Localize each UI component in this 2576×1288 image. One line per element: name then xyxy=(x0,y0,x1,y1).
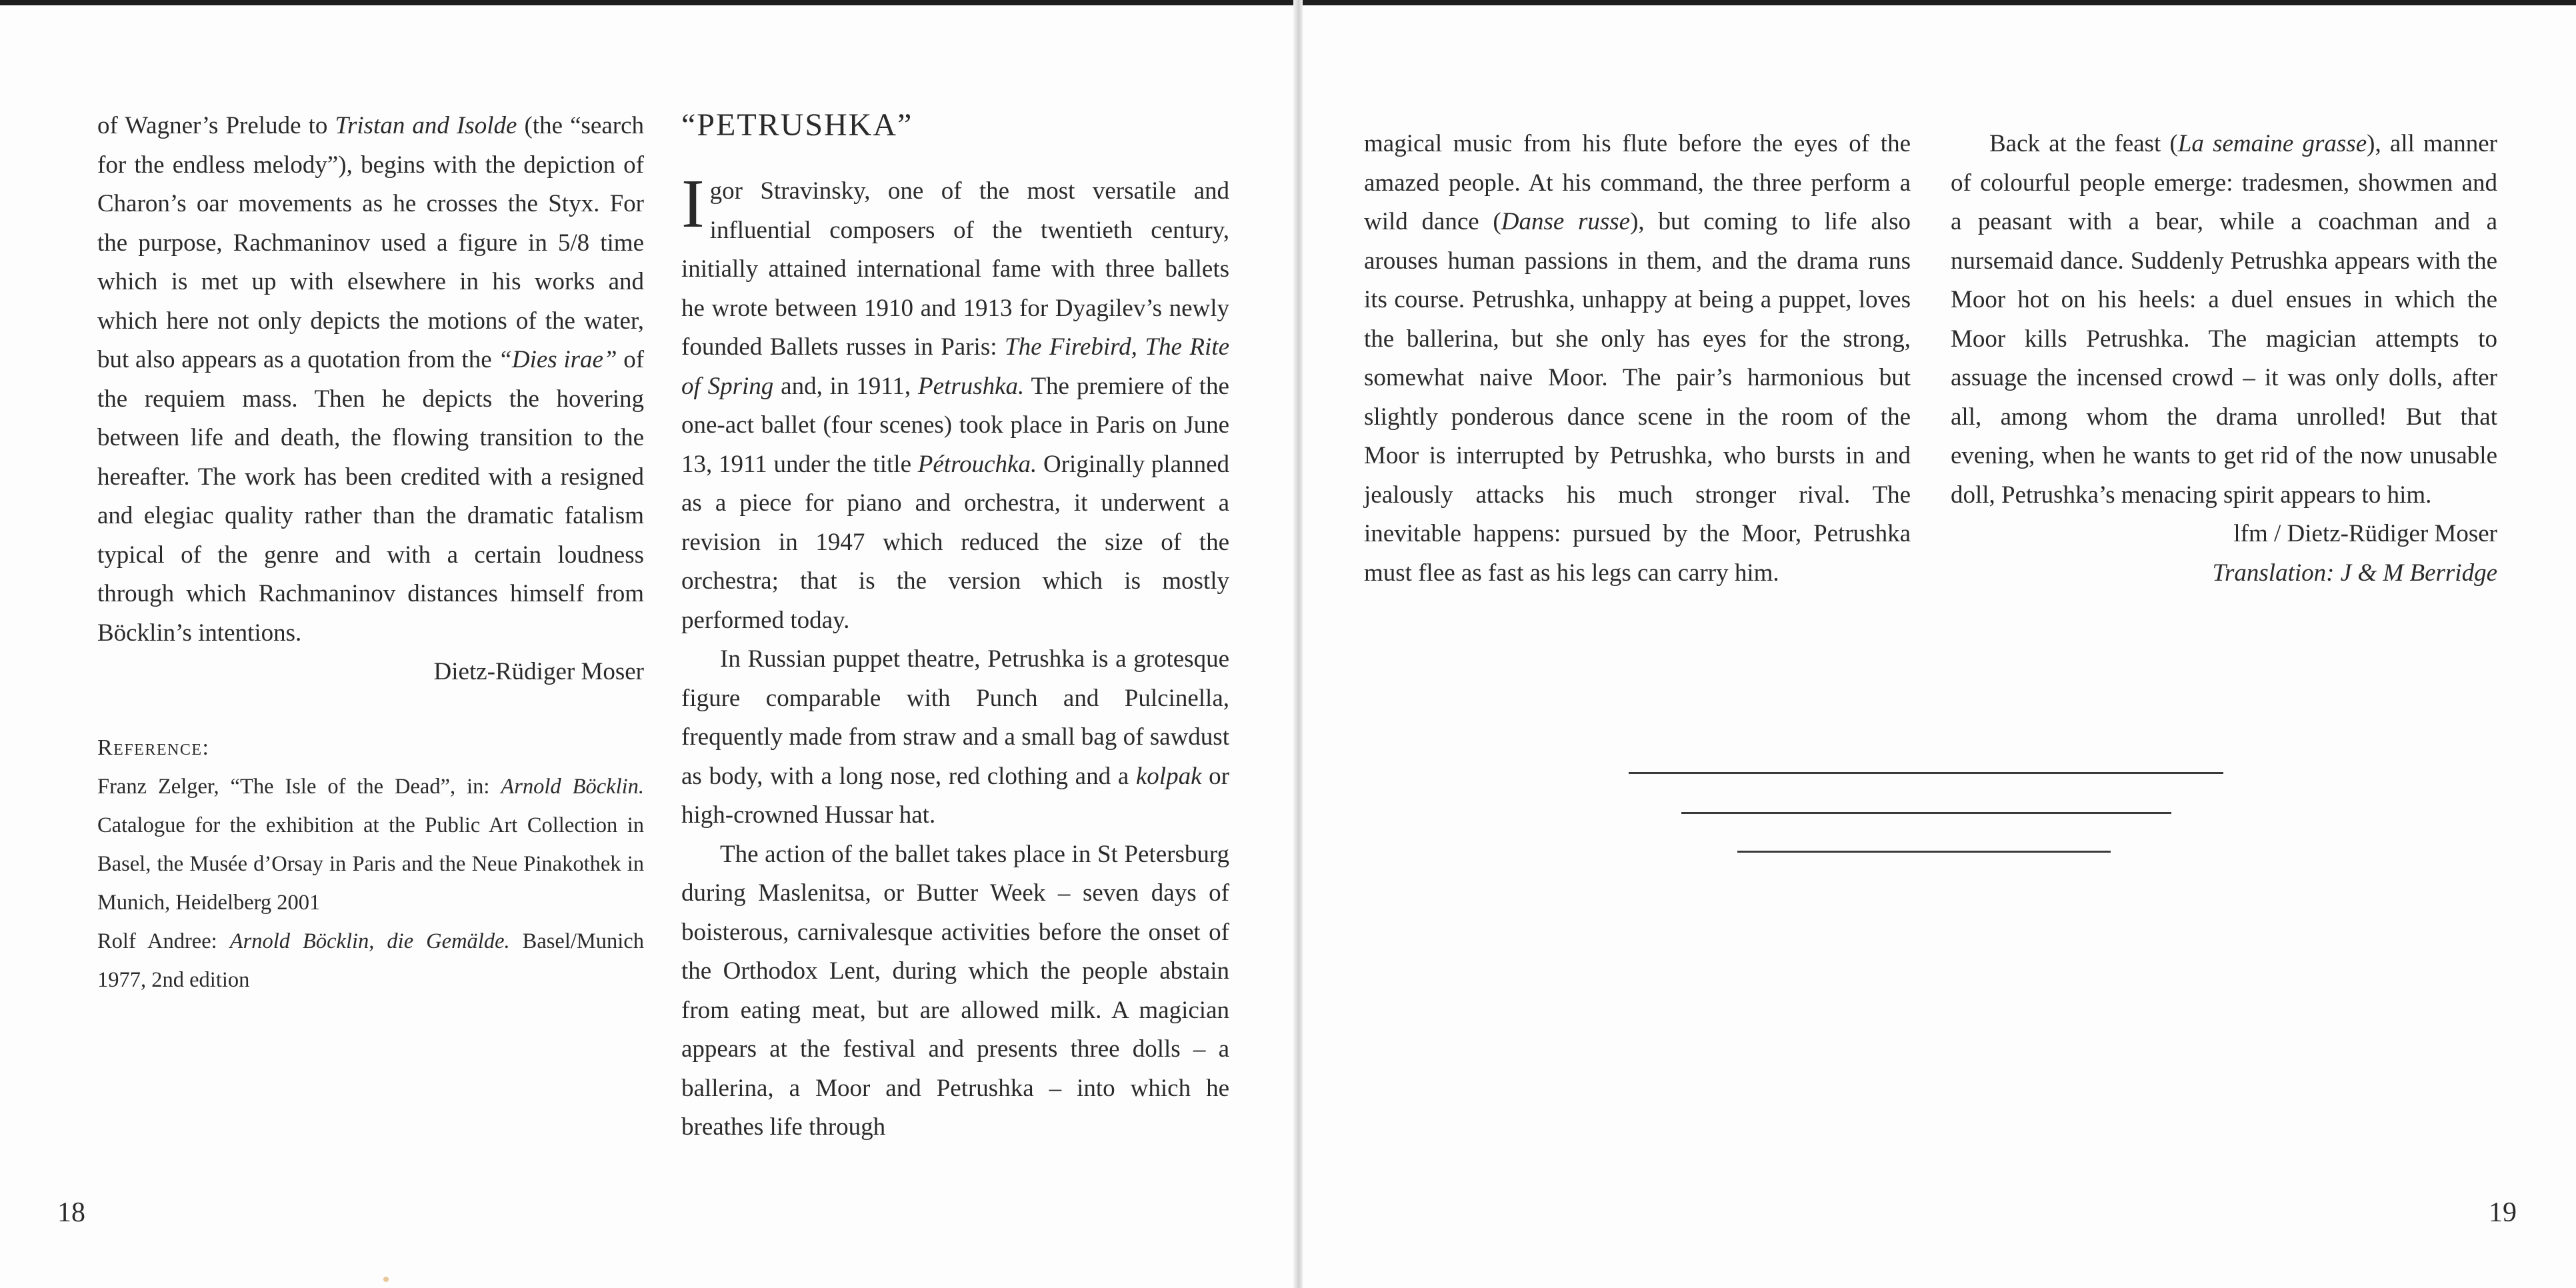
text-run: The action of the ballet takes place in St Petersburg during Maslenitsa, or Butter Week – seven days of boisterous, carnivalesque activities before the onset of the Orthodox Lent, during which the people abstain from eating meat, but are allowed milk. A magician appears at the festival and presents three dolls – a ballerina, a Moor and Petrushka – into which he breathes life through xyxy=(681,840,1229,1141)
reference-label: Reference: xyxy=(97,735,210,760)
paragraph-ballet-action xyxy=(681,835,1229,1147)
column-feast xyxy=(1951,125,2497,593)
italic-text: “Dies irae” xyxy=(498,346,617,373)
column-ballet-continued xyxy=(1364,125,1911,593)
drop-cap: I xyxy=(681,165,705,242)
italic-text: Pétrouchka. xyxy=(917,450,1037,478)
text-run: ), all manner of colourful people emerge: tradesmen, showmen and a peasant with a bear, while a coachman and a nursemaid dance. Suddenly Petrushka appears with the Moor hot on his heels: a duel ensues in which the Moor kills Petrushka. The magician attempts to assuage the incensed crowd – it was only dolls, after all, among whom the drama unrolled! But that evening, when he wants to get rid of the now unusable doll, Petrushka’s menacing spirit appears to him. xyxy=(1951,130,2498,509)
text-run: Basel/Munich 1977, 2nd edition xyxy=(97,929,644,992)
paragraph-stravinsky xyxy=(681,165,1229,640)
credit-translation: Translation: J & M Berridge xyxy=(2212,559,2497,587)
italic-text: Petrushka. xyxy=(918,372,1025,400)
column-petrushka-intro xyxy=(681,105,1229,1147)
text-run: of the requiem mass. Then he depicts the hovering between life and death, the flowing transition to the hereafter. The work has been credited with a resigned and elegiac quality rather than the dramatic fatalism typical of the genre and with a certain loudness through which Rachmaninov distances himself from Böcklin’s intentions. xyxy=(97,346,645,647)
credits-block xyxy=(1951,515,2497,593)
paper-speck xyxy=(383,1277,389,1282)
text-run: Rolf Andree: xyxy=(97,929,230,953)
italic-text: kolpak xyxy=(1135,762,1202,790)
paragraph-magic-music xyxy=(1364,125,1911,593)
column-rachmaninov-text xyxy=(97,107,644,999)
text-run: Originally planned as a piece for piano and orchestra, it underwent a revision in 1947 which reduced the size of the orchestra; that is the version which is mostly performed today. xyxy=(681,450,1229,634)
reference-entry-zelger xyxy=(97,767,644,922)
italic-text: La semaine grasse xyxy=(2177,130,2367,157)
italic-text: The Firebird, The Rite of Spring xyxy=(681,333,1229,400)
book-gutter xyxy=(1293,0,1303,1288)
text-run: or high-crowned Hussar hat. xyxy=(681,762,1230,829)
text-run: of Wagner’s Prelude to xyxy=(97,112,335,139)
text-run: The premiere of the one-act ballet (four scenes) took place in Paris on June 13, 1911 under the title xyxy=(681,372,1229,478)
text-run: Catalogue for the exhibition at the Public Art Collection in Basel, the Musée d’Orsay in Paris and the Neue Pinakothek in Munich, Heidelberg 2001 xyxy=(97,813,644,915)
credit-authors: lfm / Dietz-Rüdiger Moser xyxy=(2233,520,2497,547)
spread-top-edge xyxy=(0,0,2576,5)
paragraph-stravinsky-text xyxy=(681,165,1229,634)
text-run: In Russian puppet theatre, Petrushka is a grotesque figure comparable with Punch and Pulcinella, frequently made from straw and a small bag of sawdust as body, with a long nose, red clothing and a xyxy=(681,645,1229,790)
text-run: magical music from his flute before the eyes of the amazed people. At his command, the three perform a wild dance ( xyxy=(1364,130,1911,235)
italic-text: Danse russe xyxy=(1501,208,1631,235)
decorative-rule-2 xyxy=(1681,812,2171,814)
text-run: and, in 1911, xyxy=(773,372,918,400)
text-run: Franz Zelger, “The Isle of the Dead”, in: xyxy=(97,774,501,799)
italic-text: Arnold Böcklin, die Gemälde. xyxy=(229,929,510,953)
reference-block xyxy=(97,729,644,999)
paragraph-puppet-theatre xyxy=(681,640,1229,835)
page-number-right: 19 xyxy=(2489,1197,2517,1228)
italic-text: Tristan and Isolde xyxy=(335,112,517,139)
author-signature: Dietz-Rüdiger Moser xyxy=(433,658,644,685)
paragraph-feast xyxy=(1951,125,2497,515)
text-run: Back at the feast ( xyxy=(1989,130,2178,157)
section-heading-petrushka: “PETRUSHKA” xyxy=(681,107,913,143)
italic-text: Arnold Böcklin. xyxy=(501,774,644,799)
paragraph-isle-of-the-dead xyxy=(97,107,644,653)
text-run: gor Stravinsky, one of the most versatile and influential composers of the twentieth century, initially attained international fame with three ballets he wrote between 1910 and 1913 for Dyagilev’s newly founded Ballets russes in Paris: xyxy=(681,177,1229,361)
reference-entry-andree xyxy=(97,922,644,999)
page-number-left: 18 xyxy=(57,1197,85,1228)
decorative-rule-1 xyxy=(1629,772,2223,774)
text-run: (the “search for the endless melody”), begins with the depiction of Charon’s oar movements as he crosses the Styx. For the purpose, Rachmaninov used a figure in 5/8 time which is met up with elsewhere in his works and which here not only depicts the motions of the water, but also appears as a quotation from the xyxy=(97,112,644,373)
decorative-rule-3 xyxy=(1737,851,2111,853)
text-run: ), but coming to life also arouses human passions in them, and the drama runs its course. Petrushka, unhappy at being a puppet, loves the ballerina, but she only has eyes for the strong, somewhat naive Moor. The pair’s harmonious but slightly ponderous dance scene in the room of the Moor is interrupted by Petrushka, who bursts in and jealously attacks his much stronger rival. The inevitable happens: pursued by the Moor, Petrushka must flee as fast as his legs can carry him. xyxy=(1364,208,1911,587)
